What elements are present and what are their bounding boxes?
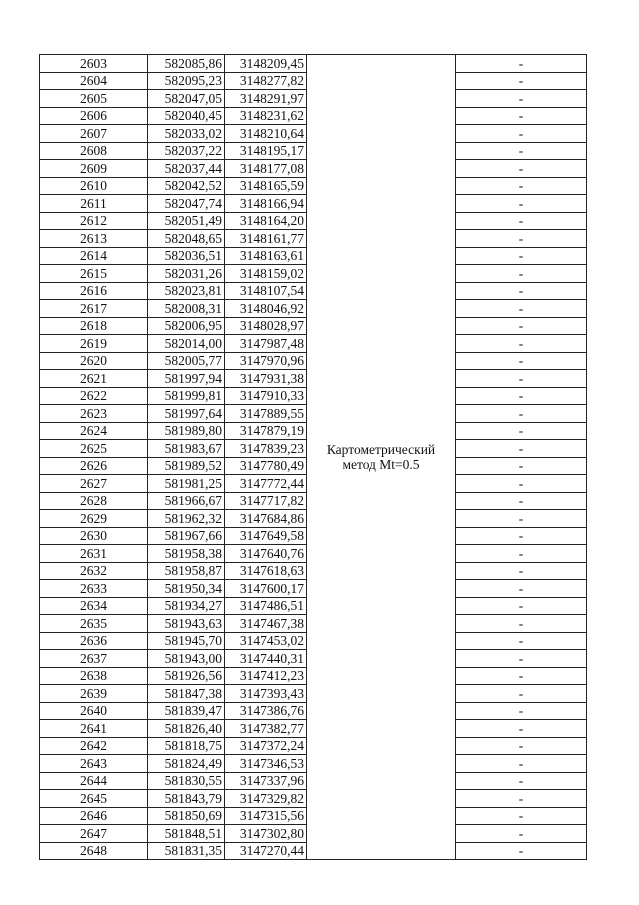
point-number-cell: 2625 [40,440,148,458]
x-coordinate-cell: 582040,45 [148,107,225,125]
y-coordinate-cell: 3148159,02 [225,265,307,283]
x-coordinate-cell: 581997,94 [148,370,225,388]
x-coordinate-cell: 581943,63 [148,615,225,633]
point-number-cell: 2643 [40,755,148,773]
point-number-cell: 2641 [40,720,148,738]
method-cell [307,55,456,860]
point-number-cell: 2607 [40,125,148,143]
accuracy-cell: - [456,230,587,248]
y-coordinate-cell: 3147329,82 [225,790,307,808]
accuracy-cell: - [456,580,587,598]
accuracy-cell: - [456,632,587,650]
accuracy-cell: - [456,212,587,230]
point-number-cell: 2611 [40,195,148,213]
x-coordinate-cell: 581989,80 [148,422,225,440]
y-coordinate-cell: 3147970,96 [225,352,307,370]
point-number-cell: 2627 [40,475,148,493]
point-number-cell: 2640 [40,702,148,720]
accuracy-cell: - [456,720,587,738]
x-coordinate-cell: 582005,77 [148,352,225,370]
accuracy-cell: - [456,317,587,335]
accuracy-cell: - [456,562,587,580]
y-coordinate-cell: 3147640,76 [225,545,307,563]
point-number-cell: 2603 [40,55,148,73]
x-coordinate-cell: 582037,44 [148,160,225,178]
x-coordinate-cell: 581818,75 [148,737,225,755]
accuracy-cell: - [456,842,587,860]
method-line-1: Картометрический [326,442,436,457]
point-number-cell: 2636 [40,632,148,650]
x-coordinate-cell: 581983,67 [148,440,225,458]
accuracy-cell: - [456,282,587,300]
point-number-cell: 2630 [40,527,148,545]
x-coordinate-cell: 581999,81 [148,387,225,405]
accuracy-cell: - [456,755,587,773]
y-coordinate-cell: 3147302,80 [225,825,307,843]
point-number-cell: 2644 [40,772,148,790]
x-coordinate-cell: 581966,67 [148,492,225,510]
y-coordinate-cell: 3148209,45 [225,55,307,73]
point-number-cell: 2635 [40,615,148,633]
y-coordinate-cell: 3147393,43 [225,685,307,703]
x-coordinate-cell: 582051,49 [148,212,225,230]
accuracy-cell: - [456,650,587,668]
method-line-2: метод Mt=0.5 [342,457,420,472]
x-coordinate-cell: 581958,38 [148,545,225,563]
y-coordinate-cell: 3147600,17 [225,580,307,598]
x-coordinate-cell: 582042,52 [148,177,225,195]
y-coordinate-cell: 3147910,33 [225,387,307,405]
accuracy-cell: - [456,335,587,353]
accuracy-cell: - [456,405,587,423]
x-coordinate-cell: 581950,34 [148,580,225,598]
y-coordinate-cell: 3147780,49 [225,457,307,475]
y-coordinate-cell: 3148195,17 [225,142,307,160]
y-coordinate-cell: 3147270,44 [225,842,307,860]
y-coordinate-cell: 3148164,20 [225,212,307,230]
point-number-cell: 2632 [40,562,148,580]
point-number-cell: 2626 [40,457,148,475]
y-coordinate-cell: 3148165,59 [225,177,307,195]
point-number-cell: 2605 [40,90,148,108]
point-number-cell: 2620 [40,352,148,370]
x-coordinate-cell: 582036,51 [148,247,225,265]
y-coordinate-cell: 3147772,44 [225,475,307,493]
point-number-cell: 2633 [40,580,148,598]
x-coordinate-cell: 581981,25 [148,475,225,493]
x-coordinate-cell: 581839,47 [148,702,225,720]
accuracy-cell: - [456,667,587,685]
accuracy-cell: - [456,177,587,195]
point-number-cell: 2639 [40,685,148,703]
accuracy-cell: - [456,510,587,528]
point-number-cell: 2631 [40,545,148,563]
accuracy-cell: - [456,615,587,633]
point-number-cell: 2612 [40,212,148,230]
x-coordinate-cell: 581958,87 [148,562,225,580]
accuracy-cell: - [456,702,587,720]
point-number-cell: 2621 [40,370,148,388]
accuracy-cell: - [456,457,587,475]
y-coordinate-cell: 3147486,51 [225,597,307,615]
point-number-cell: 2629 [40,510,148,528]
x-coordinate-cell: 581850,69 [148,807,225,825]
x-coordinate-cell: 581830,55 [148,772,225,790]
accuracy-cell: - [456,790,587,808]
y-coordinate-cell: 3148210,64 [225,125,307,143]
point-number-cell: 2619 [40,335,148,353]
point-number-cell: 2608 [40,142,148,160]
y-coordinate-cell: 3147315,56 [225,807,307,825]
point-number-cell: 2634 [40,597,148,615]
accuracy-cell: - [456,527,587,545]
point-number-cell: 2617 [40,300,148,318]
x-coordinate-cell: 581943,00 [148,650,225,668]
accuracy-cell: - [456,142,587,160]
coordinates-table [39,54,587,860]
table-row [40,55,587,73]
y-coordinate-cell: 3148231,62 [225,107,307,125]
point-number-cell: 2615 [40,265,148,283]
point-number-cell: 2648 [40,842,148,860]
x-coordinate-cell: 582048,65 [148,230,225,248]
accuracy-cell: - [456,352,587,370]
y-coordinate-cell: 3148277,82 [225,72,307,90]
accuracy-cell: - [456,685,587,703]
accuracy-cell: - [456,440,587,458]
accuracy-cell: - [456,160,587,178]
y-coordinate-cell: 3147440,31 [225,650,307,668]
y-coordinate-cell: 3147717,82 [225,492,307,510]
accuracy-cell: - [456,737,587,755]
accuracy-cell: - [456,195,587,213]
y-coordinate-cell: 3148161,77 [225,230,307,248]
x-coordinate-cell: 582014,00 [148,335,225,353]
accuracy-cell: - [456,545,587,563]
accuracy-cell: - [456,107,587,125]
point-number-cell: 2609 [40,160,148,178]
y-coordinate-cell: 3147337,96 [225,772,307,790]
accuracy-cell: - [456,597,587,615]
x-coordinate-cell: 582008,31 [148,300,225,318]
accuracy-cell: - [456,55,587,73]
point-number-cell: 2606 [40,107,148,125]
y-coordinate-cell: 3148177,08 [225,160,307,178]
point-number-cell: 2628 [40,492,148,510]
accuracy-cell: - [456,265,587,283]
x-coordinate-cell: 581989,52 [148,457,225,475]
accuracy-cell: - [456,387,587,405]
x-coordinate-cell: 581826,40 [148,720,225,738]
accuracy-cell: - [456,807,587,825]
x-coordinate-cell: 582023,81 [148,282,225,300]
y-coordinate-cell: 3147649,58 [225,527,307,545]
point-number-cell: 2623 [40,405,148,423]
y-coordinate-cell: 3148046,92 [225,300,307,318]
coordinates-table-body [40,55,587,860]
x-coordinate-cell: 581926,56 [148,667,225,685]
y-coordinate-cell: 3147931,38 [225,370,307,388]
point-number-cell: 2604 [40,72,148,90]
x-coordinate-cell: 581934,27 [148,597,225,615]
accuracy-cell: - [456,825,587,843]
y-coordinate-cell: 3147382,77 [225,720,307,738]
x-coordinate-cell: 581945,70 [148,632,225,650]
x-coordinate-cell: 581831,35 [148,842,225,860]
accuracy-cell: - [456,90,587,108]
x-coordinate-cell: 582095,23 [148,72,225,90]
point-number-cell: 2637 [40,650,148,668]
y-coordinate-cell: 3147684,86 [225,510,307,528]
y-coordinate-cell: 3147839,23 [225,440,307,458]
point-number-cell: 2645 [40,790,148,808]
accuracy-cell: - [456,772,587,790]
x-coordinate-cell: 582047,74 [148,195,225,213]
accuracy-cell: - [456,300,587,318]
y-coordinate-cell: 3147372,24 [225,737,307,755]
point-number-cell: 2616 [40,282,148,300]
y-coordinate-cell: 3147889,55 [225,405,307,423]
point-number-cell: 2624 [40,422,148,440]
y-coordinate-cell: 3147987,48 [225,335,307,353]
point-number-cell: 2642 [40,737,148,755]
accuracy-cell: - [456,492,587,510]
accuracy-cell: - [456,422,587,440]
accuracy-cell: - [456,475,587,493]
point-number-cell: 2647 [40,825,148,843]
x-coordinate-cell: 581967,66 [148,527,225,545]
accuracy-cell: - [456,125,587,143]
y-coordinate-cell: 3148028,97 [225,317,307,335]
y-coordinate-cell: 3147412,23 [225,667,307,685]
x-coordinate-cell: 581962,32 [148,510,225,528]
point-number-cell: 2638 [40,667,148,685]
x-coordinate-cell: 582006,95 [148,317,225,335]
point-number-cell: 2618 [40,317,148,335]
y-coordinate-cell: 3148166,94 [225,195,307,213]
x-coordinate-cell: 581848,51 [148,825,225,843]
point-number-cell: 2610 [40,177,148,195]
y-coordinate-cell: 3147467,38 [225,615,307,633]
point-number-cell: 2614 [40,247,148,265]
point-number-cell: 2613 [40,230,148,248]
y-coordinate-cell: 3148163,61 [225,247,307,265]
x-coordinate-cell: 582047,05 [148,90,225,108]
accuracy-cell: - [456,247,587,265]
y-coordinate-cell: 3148291,97 [225,90,307,108]
accuracy-cell: - [456,370,587,388]
x-coordinate-cell: 581997,64 [148,405,225,423]
y-coordinate-cell: 3147453,02 [225,632,307,650]
point-number-cell: 2622 [40,387,148,405]
x-coordinate-cell: 582085,86 [148,55,225,73]
x-coordinate-cell: 582033,02 [148,125,225,143]
y-coordinate-cell: 3147879,19 [225,422,307,440]
y-coordinate-cell: 3147346,53 [225,755,307,773]
y-coordinate-cell: 3147386,76 [225,702,307,720]
x-coordinate-cell: 582037,22 [148,142,225,160]
point-number-cell: 2646 [40,807,148,825]
y-coordinate-cell: 3147618,63 [225,562,307,580]
x-coordinate-cell: 581843,79 [148,790,225,808]
x-coordinate-cell: 581847,38 [148,685,225,703]
x-coordinate-cell: 582031,26 [148,265,225,283]
x-coordinate-cell: 581824,49 [148,755,225,773]
accuracy-cell: - [456,72,587,90]
y-coordinate-cell: 3148107,54 [225,282,307,300]
